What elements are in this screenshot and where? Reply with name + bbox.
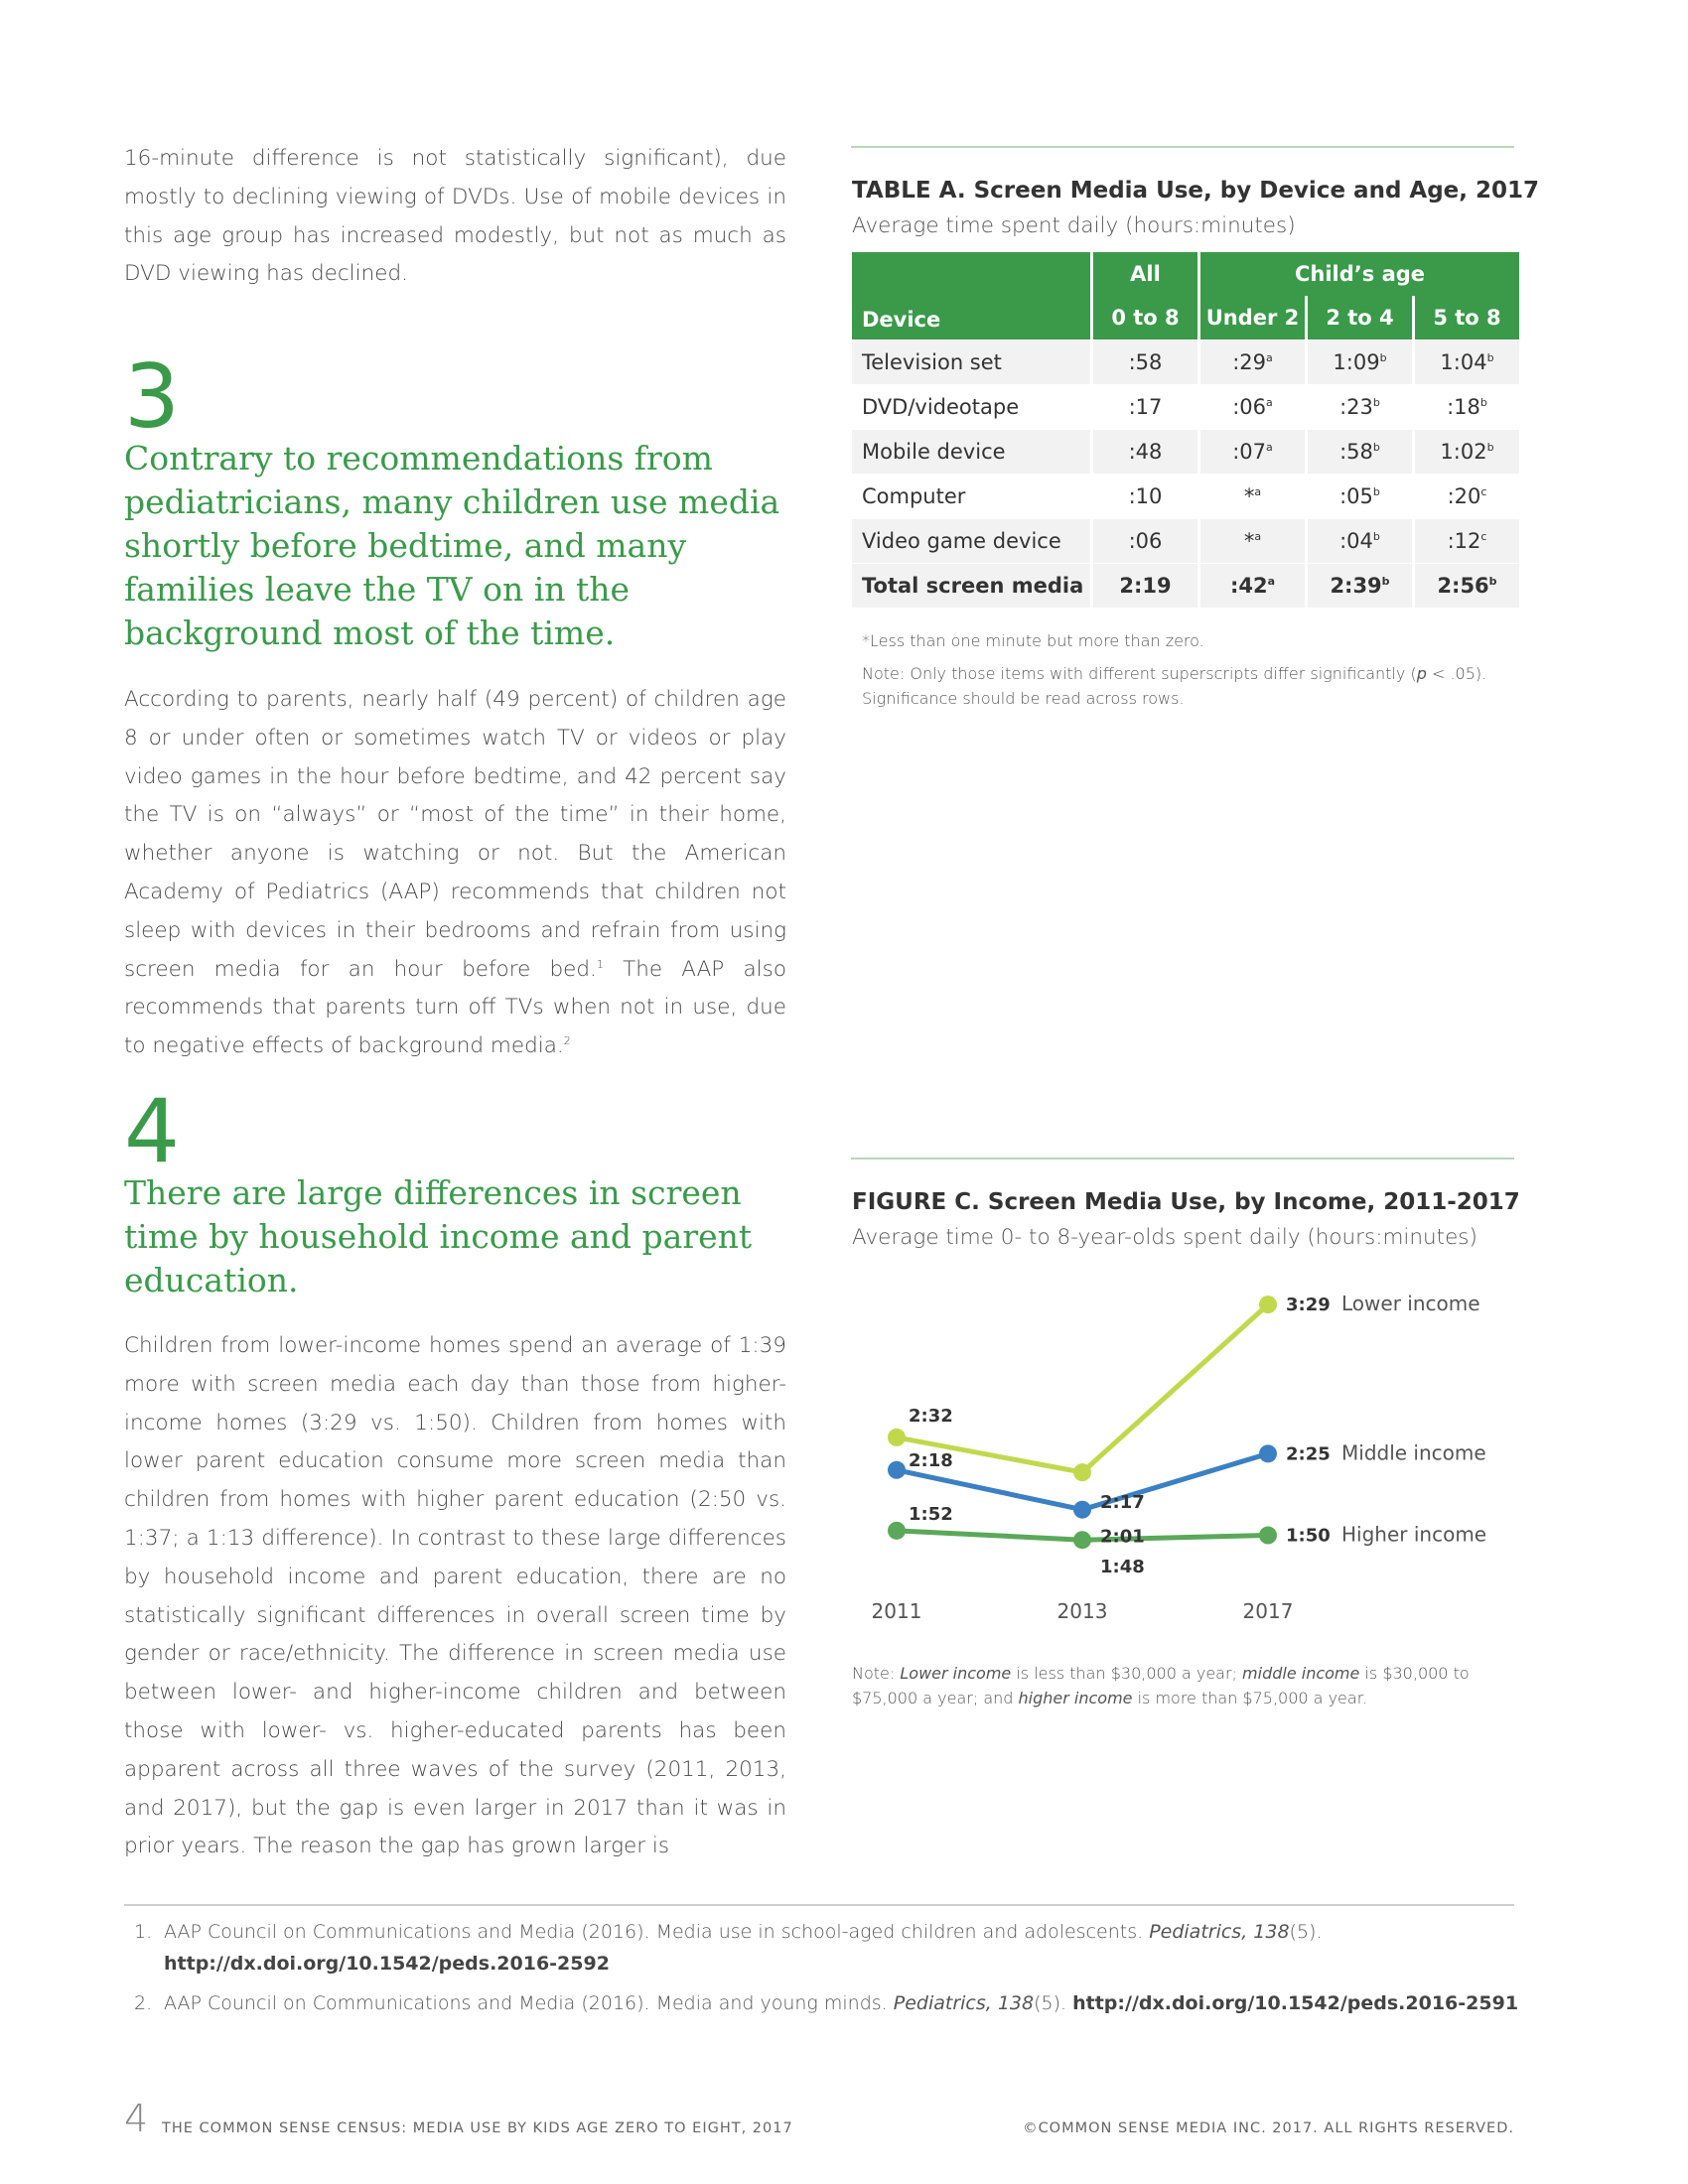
- series-name-label: Higher income: [1341, 1522, 1487, 1547]
- table-cell-device: Video game device: [852, 518, 1090, 563]
- significance-superscript: b: [1372, 485, 1380, 498]
- table-cell: :29$^a$: [1197, 340, 1305, 384]
- table-cell: :42$^a$: [1197, 563, 1305, 608]
- table-cell-device: DVD/videotape: [852, 384, 1090, 429]
- significance-superscript: b: [1488, 575, 1497, 588]
- section-3-body: [124, 681, 786, 1066]
- table-a-top-rule: [851, 146, 1514, 148]
- significance-superscript: a: [1254, 530, 1262, 543]
- section-4-number: 4: [124, 1080, 180, 1182]
- significance-superscript: b: [1372, 441, 1380, 454]
- data-label: 1:50: [1286, 1525, 1331, 1547]
- table-cell-device: Mobile device: [852, 429, 1090, 474]
- table-cell: :20$^c$: [1412, 474, 1519, 518]
- footnote-2: 2. AAP Council on Communications and Media (2016). Media and young minds. Pediatrics, 138(5). http://dx.doi.org/10.1542/peds.2016-2591: [134, 1992, 1519, 2014]
- table-cell: 1:02$^b$: [1412, 429, 1519, 474]
- footnotes: [134, 1916, 1524, 2019]
- footnote-ref-2: 2: [563, 1034, 571, 1048]
- data-point: [888, 1522, 906, 1540]
- footnote-1: 1. AAP Council on Communications and Media (2016). Media use in school-aged children and adolescents. Pediatrics, 138(5). http://dx.doi.org/10.1542/peds.2016-2592: [134, 1921, 1323, 1975]
- x-tick-label: 2013: [1056, 1599, 1108, 1623]
- table-cell: :58$^b$: [1305, 429, 1412, 474]
- table-cell: 1:09$^b$: [1305, 340, 1412, 384]
- table-cell: :05$^b$: [1305, 474, 1412, 518]
- table-a-note-1: *Less than one minute but more than zero.: [862, 631, 1204, 650]
- figure-c-chart: [852, 1271, 1517, 1628]
- significance-superscript: b: [1381, 575, 1390, 588]
- table-cell-device: Total screen media: [852, 563, 1090, 608]
- table-cell-device: Television set: [852, 340, 1090, 384]
- table-cell-device: Computer: [852, 474, 1090, 518]
- section-4-heading: There are large differences in screen time by household income and parent education.: [124, 1173, 753, 1299]
- table-a-col-device: Device: [852, 252, 1090, 340]
- page-number: 4: [124, 2097, 149, 2140]
- table-cell: :18$^b$: [1412, 384, 1519, 429]
- table-a-subtitle: Average time spent daily (hours:minutes): [852, 213, 1296, 238]
- series-name-label: Middle income: [1341, 1440, 1486, 1465]
- significance-superscript: b: [1486, 441, 1494, 454]
- data-label: 1:48: [1100, 1557, 1145, 1578]
- footnote-rule: [124, 1904, 1514, 1906]
- data-label: 2:01: [1100, 1526, 1145, 1548]
- table-row: [852, 384, 1519, 429]
- table-a-col-1: Under 2: [1197, 296, 1305, 340]
- table-a-col-3: 5 to 8: [1412, 296, 1519, 340]
- x-tick-label: 2017: [1242, 1599, 1294, 1623]
- table-cell: :04$^b$: [1305, 518, 1412, 563]
- table-a-notes: [862, 628, 1507, 711]
- figure-c-title: FIGURE C. Screen Media Use, by Income, 2011-2017: [852, 1189, 1520, 1215]
- data-point: [1073, 1463, 1091, 1481]
- footnote-link[interactable]: http://dx.doi.org/10.1542/peds.2016-2591: [1072, 1992, 1519, 2014]
- table-row: [852, 429, 1519, 474]
- data-label: 2:32: [909, 1405, 953, 1427]
- figure-c-note: Note: Lower income is less than $30,000 a year; middle income is $30,000 to $75,000 a year; and higher income is more than $75,000 a year.: [852, 1664, 1470, 1707]
- data-label: 2:25: [1286, 1443, 1331, 1465]
- table-row: [852, 563, 1519, 608]
- table-cell: :06$^a$: [1197, 384, 1305, 429]
- figure-c-subtitle: Average time 0- to 8-year-olds spent daily (hours:minutes): [852, 1225, 1477, 1250]
- table-cell: 2:56$^b$: [1412, 563, 1519, 608]
- table-a-col-2: 2 to 4: [1305, 296, 1412, 340]
- data-point: [1073, 1501, 1091, 1519]
- data-point: [888, 1429, 906, 1446]
- data-point: [1259, 1527, 1277, 1545]
- table-a-col-age: Child’s age: [1197, 252, 1519, 296]
- data-point: [1259, 1444, 1277, 1462]
- data-label: 2:17: [1100, 1492, 1145, 1514]
- section-3-body-text: According to parents, nearly half (49 percent) of children age 8 or under often or sometimes watch TV or videos or play video games in the hour before bedtime, and 42 percent say the TV is on “always” or “most of the time” in their home, whether anyone is watching or not. But the American Academy of Pediatrics (AAP) recommends that children not sleep with devices in their bedrooms and refrain from using screen media for an hour before bed.: [124, 687, 786, 982]
- table-row: [852, 518, 1519, 563]
- data-point: [1259, 1296, 1277, 1313]
- section-3-body-text-2: The AAP also recommends that parents turn off TVs when not in use, due to negative effects of background media.: [124, 956, 786, 1059]
- footnote-ref-1: 1: [596, 957, 604, 971]
- data-label: 1:52: [909, 1503, 953, 1525]
- significance-superscript: a: [1266, 396, 1273, 409]
- table-cell: *$^a$: [1197, 474, 1305, 518]
- significance-superscript: b: [1379, 351, 1387, 364]
- data-point: [888, 1461, 906, 1479]
- significance-superscript: b: [1372, 396, 1380, 409]
- table-cell: *$^a$: [1197, 518, 1305, 563]
- significance-superscript: a: [1254, 485, 1262, 498]
- significance-superscript: a: [1266, 441, 1273, 454]
- table-row: [852, 474, 1519, 518]
- table-a-note-2: Note: Only those items with different superscripts differ significantly (p < .05). Significance should be read across rows.: [862, 664, 1487, 708]
- table-row: [852, 340, 1519, 384]
- table-cell: :23$^b$: [1305, 384, 1412, 429]
- table-cell: 1:04$^b$: [1412, 340, 1519, 384]
- x-tick-label: 2011: [871, 1599, 922, 1623]
- data-label: 2:18: [909, 1449, 953, 1471]
- series-line-0: [897, 1304, 1268, 1472]
- footer-left: THE COMMON SENSE CENSUS: MEDIA USE BY KIDS AGE ZERO TO EIGHT, 2017: [162, 2120, 793, 2136]
- section-3-number: 3: [124, 345, 180, 448]
- significance-superscript: a: [1267, 575, 1276, 588]
- table-cell: 2:19: [1090, 563, 1197, 608]
- intro-paragraph: 16-minute difference is not statistically significant), due mostly to declining viewing of DVDs. Use of mobile devices in this age group has increased modestly, but not as much as DVD viewing has declined.: [124, 146, 786, 287]
- table-cell: :12$^c$: [1412, 518, 1519, 563]
- significance-superscript: a: [1266, 351, 1273, 364]
- table-cell: :07$^a$: [1197, 429, 1305, 474]
- section-3-heading: Contrary to recommendations from pediatricians, many children use media shortly before bedtime, and many families leave the TV on in the background most of the time.: [124, 439, 780, 652]
- table-cell: :06: [1090, 518, 1197, 563]
- table-cell: :48: [1090, 429, 1197, 474]
- table-cell: :58: [1090, 340, 1197, 384]
- table-a-col-all: All: [1090, 252, 1197, 296]
- section-4-body: Children from lower-income homes spend an average of 1:39 more with screen media each day than those from higher-income homes (3:29 vs. 1:50). Children from homes with lower parent education consume more screen media than children from homes with higher parent education (2:50 vs. 1:37; a 1:13 difference). In contrast to these large differences by household income and parent education, there are no statistically significant differences in overall screen time by gender or race/ethnicity. The difference in screen media use between lower- and higher-income children and between those with lower- vs. higher-educated parents has been apparent across all three waves of the survey (2011, 2013, and 2017), but the gap is even larger in 2017 than it was in prior years. The reason the gap has grown larger is: [124, 1333, 786, 1859]
- footnote-link[interactable]: http://dx.doi.org/10.1542/peds.2016-2592: [164, 1953, 610, 1975]
- data-label: 3:29: [1286, 1295, 1331, 1316]
- table-a-col-0: 0 to 8: [1090, 296, 1197, 340]
- footer-right: ©COMMON SENSE MEDIA INC. 2017. ALL RIGHTS RESERVED.: [1023, 2120, 1514, 2136]
- significance-superscript: b: [1479, 396, 1487, 409]
- significance-superscript: c: [1480, 530, 1487, 543]
- table-cell: :10: [1090, 474, 1197, 518]
- significance-superscript: b: [1486, 351, 1494, 364]
- significance-superscript: b: [1372, 530, 1380, 543]
- table-a: [852, 252, 1519, 608]
- data-point: [1073, 1531, 1091, 1549]
- table-cell: :17: [1090, 384, 1197, 429]
- series-name-label: Lower income: [1341, 1292, 1480, 1316]
- table-cell: 2:39$^b$: [1305, 563, 1412, 608]
- significance-superscript: c: [1480, 485, 1487, 498]
- table-a-title: TABLE A. Screen Media Use, by Device and Age, 2017: [852, 178, 1540, 204]
- figure-c-top-rule: [851, 1158, 1514, 1160]
